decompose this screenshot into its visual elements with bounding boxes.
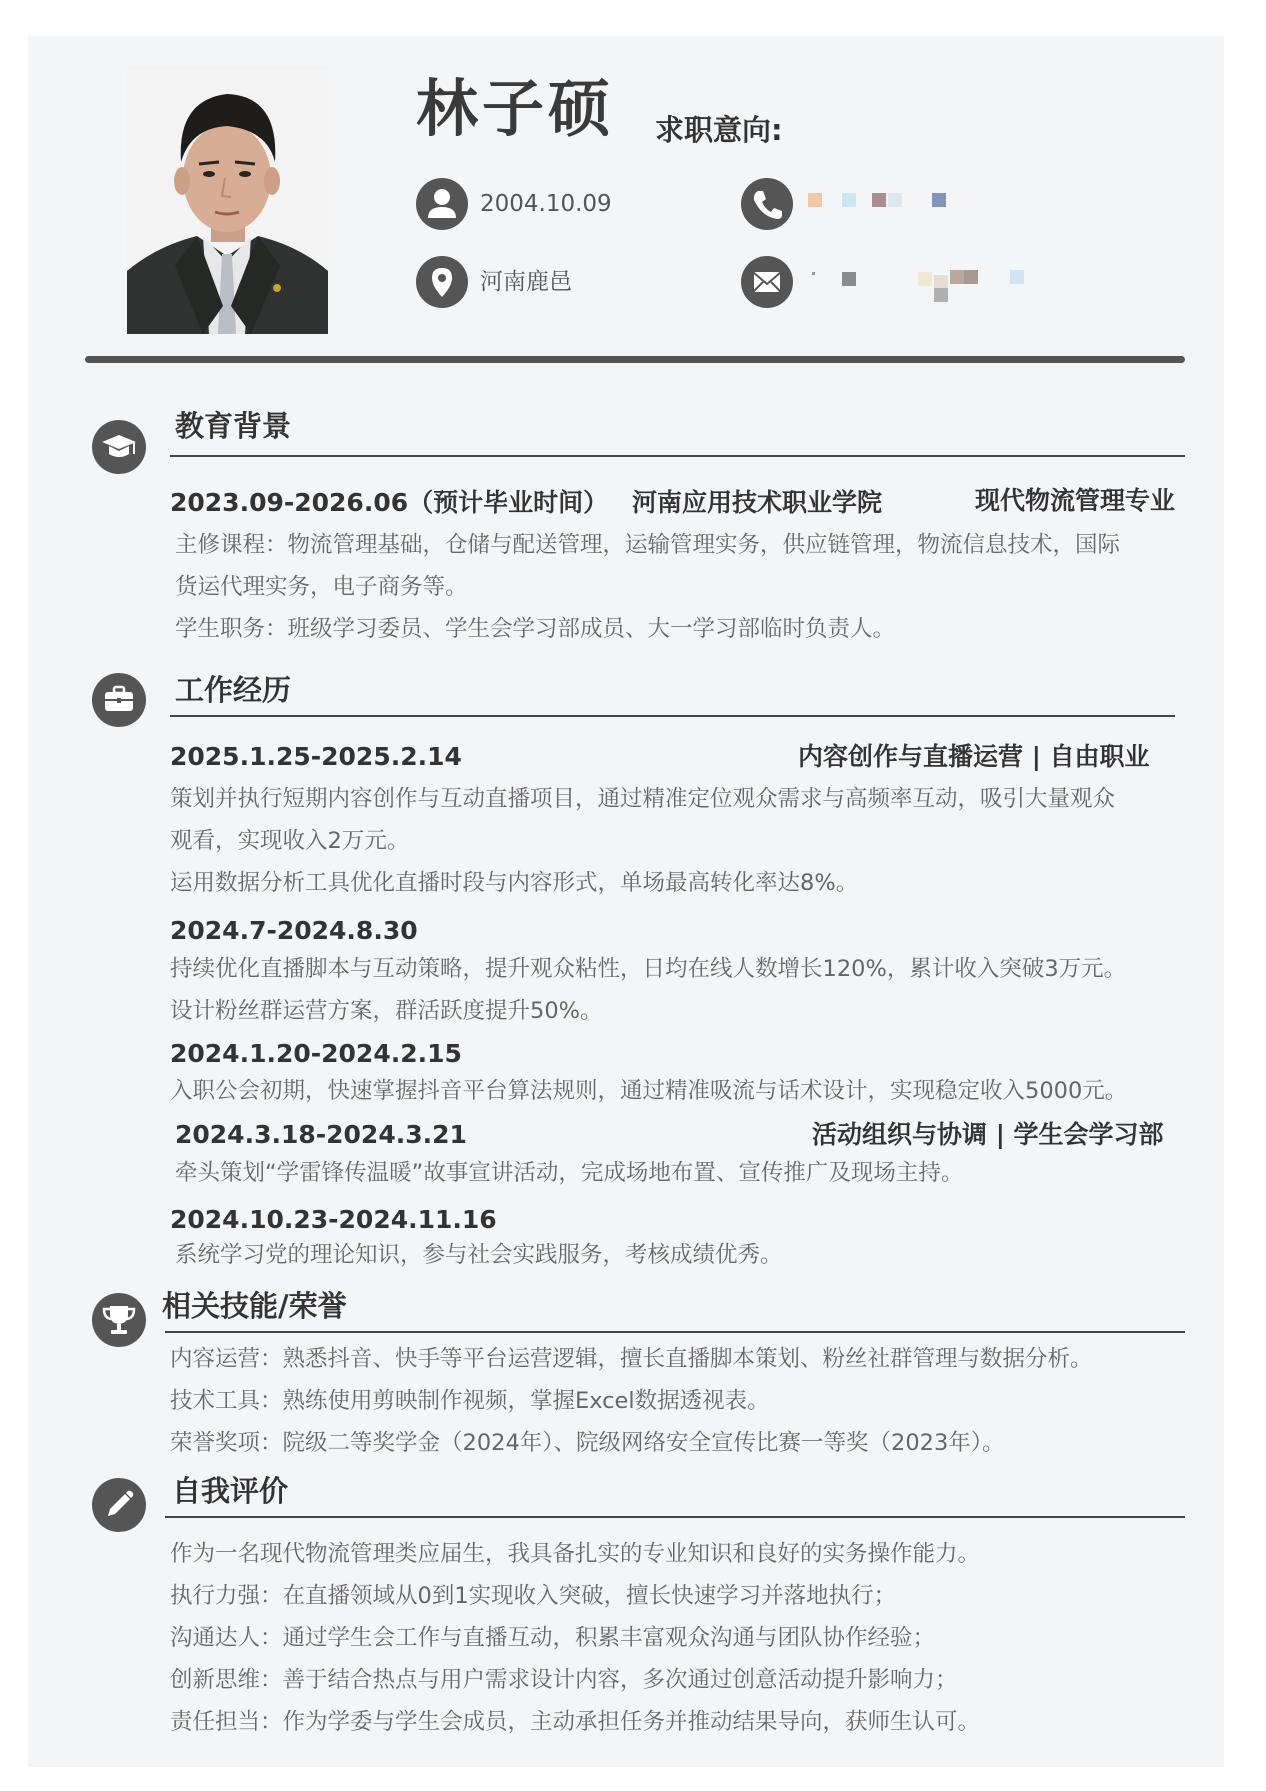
profile-photo	[127, 66, 328, 334]
job-detail: 策划并执行短期内容创作与互动直播项目，通过精准定位观众需求与高频率互动，吸引大量观众	[170, 786, 1116, 812]
section-divider	[170, 715, 1175, 717]
skill-line: 荣誉奖项：院级二等奖学金（2024年）、院级网络安全宣传比赛一等奖（2023年）。	[170, 1430, 1005, 1456]
skill-line: 内容运营：熟悉抖音、快手等平台运营逻辑，擅长直播脚本策划、粉丝社群管理与数据分析。	[170, 1346, 1093, 1372]
section-divider	[170, 455, 1185, 457]
job-detail: 设计粉丝群运营方案，群活跃度提升50%。	[170, 998, 603, 1024]
section-divider	[165, 1331, 1185, 1333]
candidate-name: 林子硕	[416, 72, 615, 145]
self-line: 沟通达人：通过学生会工作与直播互动，积累丰富观众沟通与团队协作经验；	[170, 1625, 936, 1651]
briefcase-icon	[92, 673, 146, 727]
job-intent-label: 求职意向:	[655, 113, 783, 147]
job-detail: 入职公会初期，快速掌握抖音平台算法规则，通过精准吸流与话术设计，实现稳定收入5000元。	[170, 1078, 1128, 1104]
job-period: 2024.7-2024.8.30	[170, 916, 418, 945]
job-period: 2024.3.18-2024.3.21	[175, 1120, 467, 1149]
section-title-skills: 相关技能/荣誉	[162, 1289, 347, 1323]
job-detail: 持续优化直播脚本与互动策略，提升观众粘性，日均在线人数增长120%，累计收入突破3万元。	[170, 956, 1127, 982]
pencil-icon	[92, 1478, 146, 1532]
location-pin-icon	[416, 256, 468, 308]
job-period: 2025.1.25-2025.2.14	[170, 742, 462, 771]
section-title-self: 自我评价	[172, 1474, 289, 1508]
education-duties: 学生职务：班级学习委员、学生会学习部成员、大一学习部临时负责人。	[175, 616, 896, 642]
education-major: 现代物流管理专业	[975, 486, 1176, 515]
self-line: 责任担当：作为学委与学生会成员，主动承担任务并推动结果导向，获师生认可。	[170, 1709, 981, 1735]
job-role: 内容创作与直播运营 | 自由职业	[798, 742, 1150, 771]
section-divider	[165, 1516, 1185, 1518]
self-line: 执行力强：在直播领域从0到1实现收入突破，擅长快速学习并落地执行；	[170, 1583, 897, 1609]
trophy-icon	[92, 1293, 146, 1347]
envelope-icon	[741, 256, 793, 308]
person-icon	[416, 178, 468, 230]
job-role: 活动组织与协调 | 学生会学习部	[812, 1120, 1164, 1149]
education-courses: 主修课程：物流管理基础，仓储与配送管理，运输管理实务，供应链管理，物流信息技术，国际	[175, 532, 1121, 558]
phone-icon	[741, 178, 793, 230]
job-detail: 观看，实现收入2万元。	[170, 828, 410, 854]
self-line: 作为一名现代物流管理类应届生，我具备扎实的专业知识和良好的实务操作能力。	[170, 1541, 981, 1567]
education-school: 河南应用技术职业学院	[632, 488, 883, 517]
birthday: 2004.10.09	[480, 191, 612, 217]
education-period: 2023.09-2026.06（预计毕业时间）	[170, 488, 609, 517]
section-title-work: 工作经历	[175, 673, 292, 707]
graduation-cap-icon	[92, 420, 146, 474]
location: 河南鹿邑	[480, 269, 572, 295]
job-detail: 运用数据分析工具优化直播时段与内容形式，单场最高转化率达8%。	[170, 870, 859, 896]
job-detail: 系统学习党的理论知识，参与社会实践服务，考核成绩优秀。	[175, 1242, 783, 1268]
education-courses-cont: 货运代理实务，电子商务等。	[175, 574, 468, 600]
skill-line: 技术工具：熟练使用剪映制作视频，掌握Excel数据透视表。	[170, 1388, 770, 1414]
job-detail: 牵头策划“学雷锋传温暖”故事宣讲活动，完成场地布置、宣传推广及现场主持。	[175, 1160, 964, 1186]
self-line: 创新思维：善于结合热点与用户需求设计内容，多次通过创意活动提升影响力；	[170, 1667, 958, 1693]
header-divider	[85, 356, 1185, 363]
job-period: 2024.1.20-2024.2.15	[170, 1039, 462, 1068]
section-title-education: 教育背景	[175, 409, 292, 443]
job-period: 2024.10.23-2024.11.16	[170, 1205, 497, 1234]
